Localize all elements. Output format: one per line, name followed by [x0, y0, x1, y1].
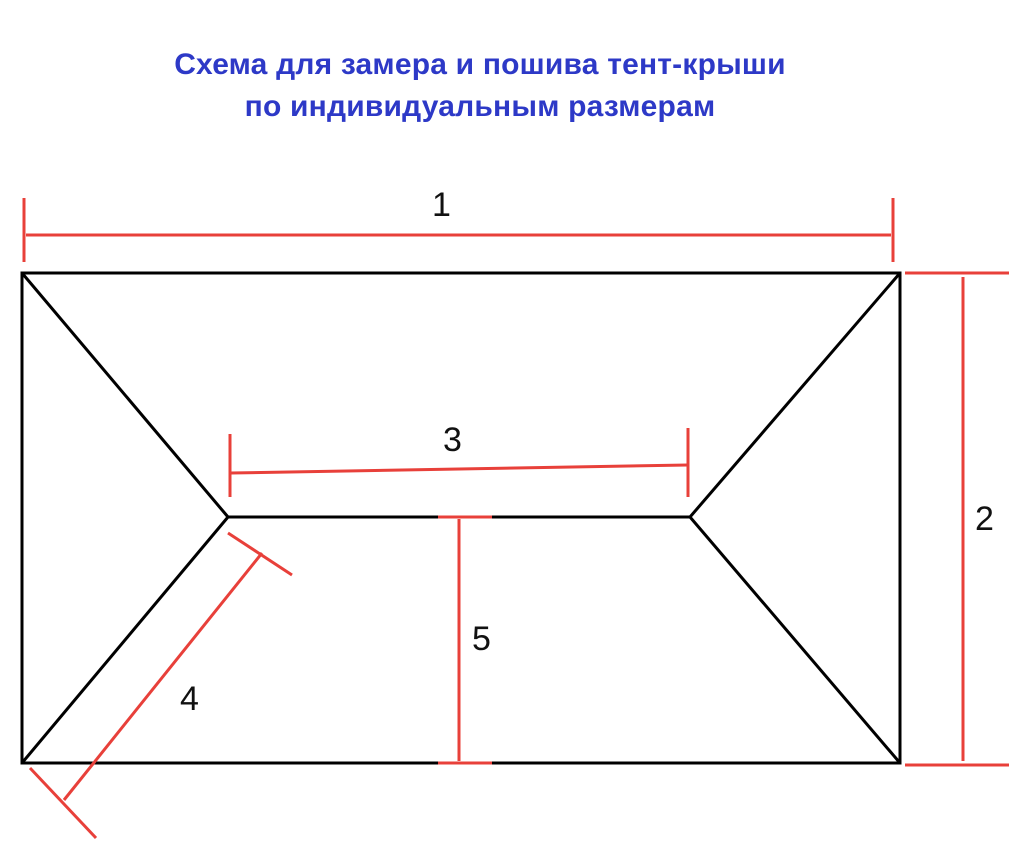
dimension-4-group	[30, 533, 292, 838]
dimension-2-label: 2	[975, 500, 994, 538]
hip-line-top-left	[22, 273, 228, 517]
dimension-3-label: 3	[443, 421, 462, 459]
dimension-1-label: 1	[432, 186, 451, 224]
dimension-1-group	[24, 198, 893, 262]
dimension-5-label: 5	[472, 620, 491, 658]
dimension-4-tick-bottom	[30, 768, 96, 838]
hip-line-top-right	[690, 273, 900, 517]
hip-line-bottom-right	[690, 517, 900, 763]
dimension-3-line	[231, 465, 688, 473]
title-line-2: по индивидуальным размерам	[244, 90, 716, 123]
dimension-4-label: 4	[180, 680, 199, 718]
title-line-1: Схема для замера и пошива тент-крыши	[174, 48, 786, 81]
